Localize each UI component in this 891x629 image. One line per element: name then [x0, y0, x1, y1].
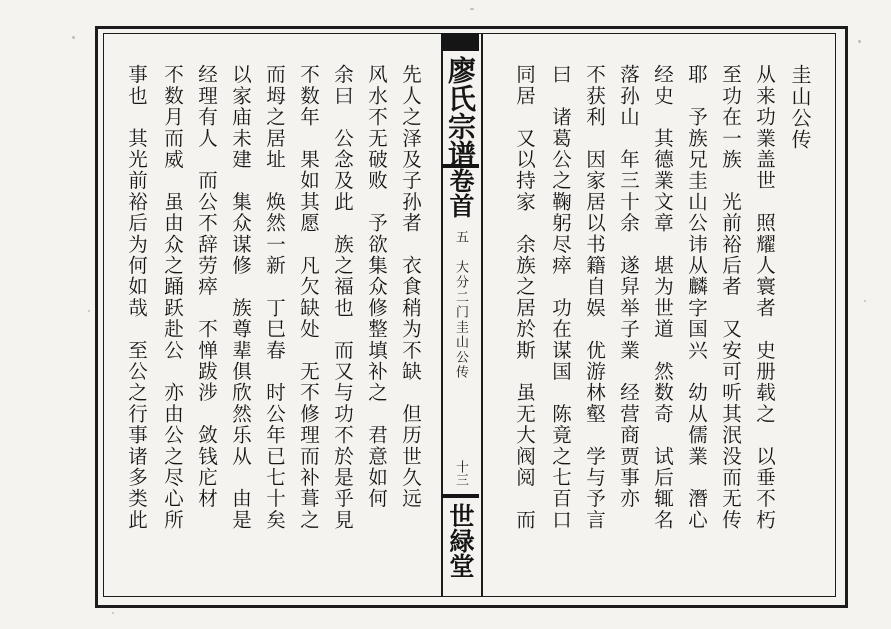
- spine-volume: 卷首: [446, 168, 475, 218]
- text-column: 风水不无破败 予欲集众修整填补之 君意如何: [365, 64, 388, 510]
- text-column: 经理有人 而公不辞劳瘁 不惮跋涉 敛钱庀材: [195, 64, 218, 510]
- text-column: 以家庙未建 集众谋修 族尊辈俱欣然乐从 由是: [229, 64, 252, 531]
- spine-title: 廖氏宗谱: [444, 56, 477, 168]
- text-column: 同居 又以持家 余族之居於斯 虽无大阀阅 而: [513, 64, 536, 531]
- scan-speck: [470, 8, 474, 10]
- text-column: 至功在一族 光前裕后者 又安可听其泯没而无传: [719, 64, 742, 531]
- spine-hall-name: 世緑堂: [446, 503, 475, 578]
- text-column: 曰 诸葛公之鞠躬尽瘁 功在谋国 陈竟之七百口: [549, 64, 572, 531]
- section-title: 圭山公传: [788, 64, 812, 151]
- text-column: 余曰 公念及此 族之福也 而又与功不於是乎見: [331, 64, 354, 531]
- scan-speck: [72, 36, 75, 39]
- text-column: 落孙山 年三十余 遂舁举子業 经营商贾事亦: [617, 64, 640, 510]
- text-column: 经史 其德業文章 堪为世道 然数奇 试后辄名: [651, 64, 674, 531]
- scan-speck: [858, 40, 861, 43]
- spine-subtitle: 五 大分二门圭山公传: [453, 230, 468, 380]
- spine-page-number: 十三: [453, 460, 468, 486]
- text-column: 不获利 因家居以书籍自娱 优游林壑 学与予言: [583, 64, 606, 531]
- text-column: 不数月而威 虽由众之踊跃赴公 亦由公之尽心所: [161, 64, 184, 531]
- text-column: 事也 其光前裕后为何如哉 至公之行事诸多类此: [125, 64, 148, 531]
- text-column: 从来功業盖世 照耀人寰者 史册载之 以垂不朽: [753, 64, 776, 531]
- scan-speck: [88, 310, 90, 312]
- spine-divider-lower: [441, 494, 479, 498]
- text-column: 耶 予族兄圭山公讳从麟字国兴 幼从儒業 潛心: [685, 64, 708, 531]
- text-column: 先人之泽及子孙者 衣食稍为不缺 但历世久远: [399, 64, 422, 510]
- spine-top-fishtail: [441, 33, 479, 51]
- scan-speck: [864, 300, 866, 302]
- text-column: 不数年 果如其愿 凡欠缺处 无不修理而补葺之: [297, 64, 320, 531]
- scan-speck: [112, 612, 114, 614]
- text-column: 而坶之居址 焕然一新 丁巳春 时公年已七十矣: [263, 64, 286, 531]
